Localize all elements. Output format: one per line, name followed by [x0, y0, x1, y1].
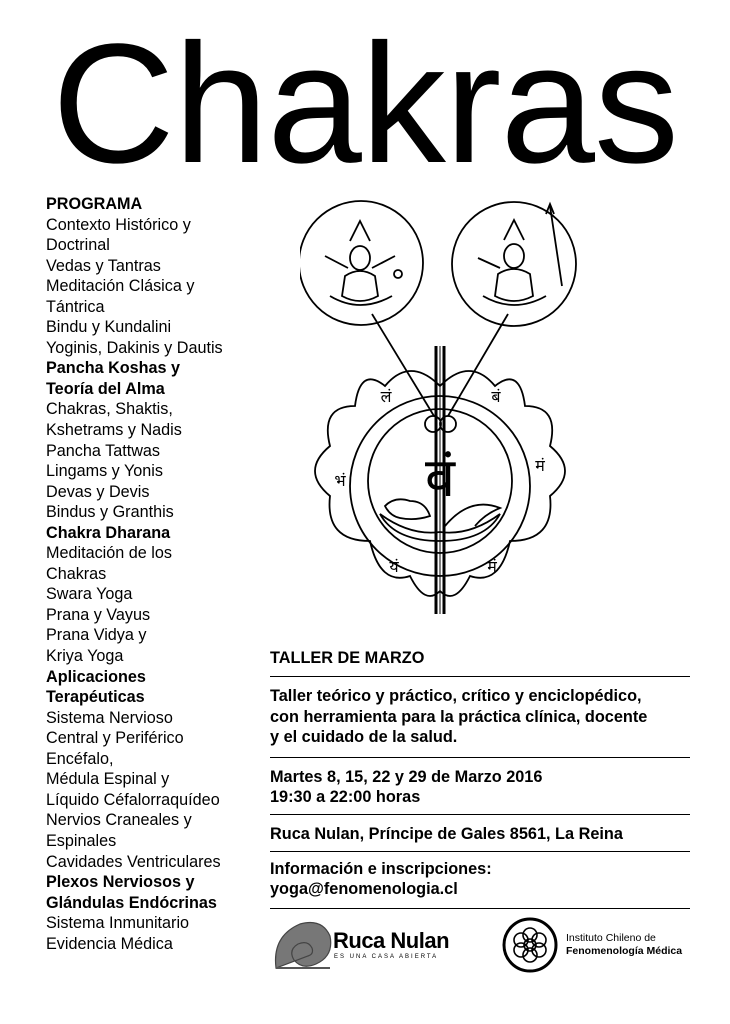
program-item: Prana Vidya y	[46, 626, 147, 645]
petal-glyph: बं	[491, 387, 501, 406]
ruca-nulan-tagline: ES UNA CASA ABIERTA	[334, 954, 439, 960]
program-item: Pancha Tattwas	[46, 441, 160, 460]
divider	[270, 757, 690, 758]
workshop-heading: TALLER DE MARZO	[270, 649, 425, 667]
program-item: Swara Yoga	[46, 585, 133, 604]
program-section-heading: Aplicaciones	[46, 667, 146, 686]
program-item: Bindu y Kundalini	[46, 318, 172, 337]
institute-name-line1: Instituto Chileno de	[566, 932, 656, 944]
institute-name-line2: Fenomenología Médica	[566, 945, 683, 957]
description-line: con herramienta para la práctica clínica, docente	[270, 707, 648, 726]
center-glyph: वं	[424, 446, 456, 509]
program-section-heading: Pancha Koshas y	[46, 359, 181, 378]
program-item: Chakras	[46, 564, 107, 583]
program-section-heading: Teoría del Alma	[46, 379, 165, 398]
chakra-illustration	[300, 196, 610, 618]
program-item: Evidencia Médica	[46, 934, 173, 953]
program-item: Bindus y Granthis	[46, 503, 174, 522]
program-item: Nervios Craneales y	[46, 811, 192, 830]
program-item: Médula Espinal y	[46, 770, 170, 789]
workshop-hours: 19:30 a 22:00 horas	[270, 787, 421, 806]
program-item: Contexto Histórico y	[46, 215, 191, 234]
logos-footer	[270, 912, 690, 982]
workshop-dates: Martes 8, 15, 22 y 29 de Marzo 2016	[270, 767, 543, 786]
petal-glyph: मं	[535, 456, 545, 475]
institute-logo-icon	[501, 916, 559, 974]
program-item: Sistema Inmunitario	[46, 914, 190, 933]
petal-glyph: भं	[334, 471, 346, 490]
program-list	[46, 194, 276, 954]
program-item: Líquido Céfalorraquídeo	[46, 790, 220, 809]
program-section-heading: Plexos Nerviosos y	[46, 873, 195, 892]
program-section-heading: PROGRAMA	[46, 195, 143, 213]
program-item: Devas y Devis	[46, 482, 150, 501]
program-item: Kshetrams y Nadis	[46, 421, 182, 440]
program-item: Prana y Vayus	[46, 605, 151, 624]
divider	[270, 814, 690, 815]
program-item: Espinales	[46, 831, 117, 850]
program-item: Central y Periférico	[46, 729, 184, 748]
petal-glyph: यं	[389, 557, 399, 576]
description-line: Taller teórico y práctico, crítico y enciclopédico,	[270, 687, 642, 705]
program-section-heading: Terapéuticas	[46, 688, 145, 707]
ruca-nulan-shell-icon	[272, 916, 334, 978]
program-item: Encéfalo,	[46, 749, 114, 768]
description-line: y el cuidado de la salud.	[270, 728, 458, 746]
program-item: Meditación de los	[46, 544, 172, 563]
program-item: Meditación Clásica y	[46, 277, 195, 296]
program-item: Yoginis, Dakinis y Dautis	[46, 338, 223, 357]
divider	[270, 908, 690, 909]
ruca-nulan-name: Ruca Nulan	[333, 928, 450, 953]
program-item: Sistema Nervioso	[46, 708, 173, 727]
program-item: Tántrica	[46, 297, 105, 316]
program-item: Kriya Yoga	[46, 647, 124, 666]
program-item: Chakras, Shaktis,	[46, 400, 173, 419]
petal-glyph: मं	[487, 557, 497, 576]
program-item: Vedas y Tantras	[46, 256, 161, 275]
page-title: Chakras	[51, 9, 679, 199]
program-section-heading: Glándulas Endócrinas	[46, 893, 217, 912]
program-item: Cavidades Ventriculares	[46, 852, 221, 871]
program-item: Lingams y Yonis	[46, 462, 163, 481]
contact-email[interactable]: yoga@fenomenologia.cl	[270, 879, 458, 898]
program-item: Doctrinal	[46, 236, 110, 255]
divider	[270, 851, 690, 852]
petal-glyph: लं	[380, 387, 392, 406]
divider	[270, 676, 690, 677]
workshop-location: Ruca Nulan, Príncipe de Gales 8561, La Reina	[270, 824, 623, 843]
workshop-description	[270, 686, 690, 748]
program-section-heading: Chakra Dharana	[46, 523, 171, 542]
contact-label: Información e inscripciones:	[270, 859, 492, 878]
workshop-info	[270, 648, 690, 909]
